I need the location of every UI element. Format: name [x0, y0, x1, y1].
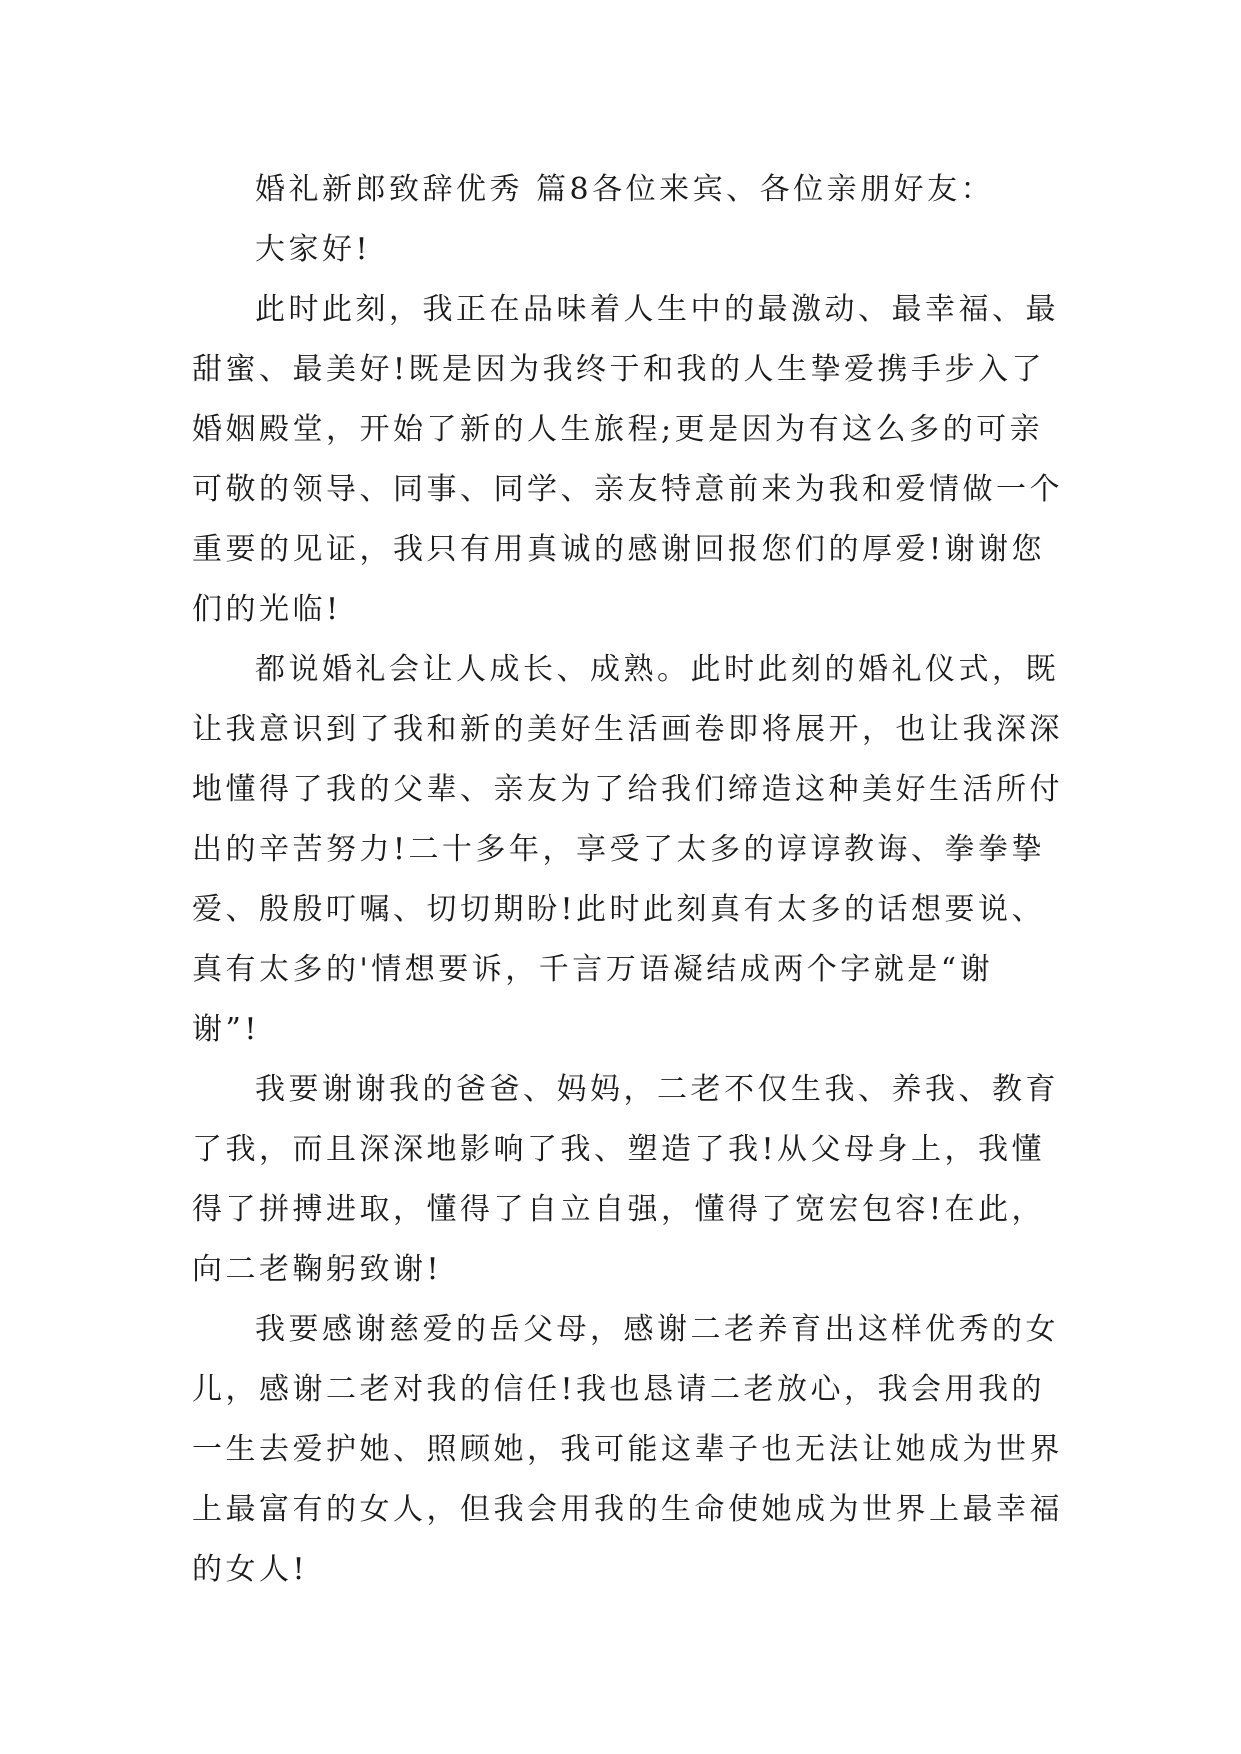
paragraph-line: 上最富有的女人，但我会用我的生命使她成为世界上最幸福 — [192, 1492, 1063, 1527]
paragraph-line: 我要谢谢我的爸爸、妈妈，二老不仅生我、养我、教育 — [255, 1072, 1059, 1107]
paragraph-line: 我要感谢慈爱的岳父母，感谢二老养育出这样优秀的女 — [255, 1312, 1059, 1347]
paragraph-line: 谢”! — [192, 1012, 260, 1047]
paragraph-line: 甜蜜、最美好!既是因为我终于和我的人生挚爱携手步入了 — [192, 352, 1046, 387]
paragraph-3 — [192, 1060, 1058, 1300]
paragraph-line: 可敬的领导、同事、同学、亲友特意前来为我和爱情做一个 — [192, 472, 1063, 507]
paragraph-2 — [192, 640, 1063, 1060]
paragraph-line: 让我意识到了我和新的美好生活画卷即将展开，也让我深深 — [192, 712, 1063, 747]
greeting-line: 大家好! — [255, 232, 372, 267]
paragraph-line: 们的光临! — [192, 592, 342, 627]
paragraph-line: 爱、殷殷叮嘱、切切期盼!此时此刻真有太多的话想要说、 — [192, 892, 1046, 927]
paragraph-1 — [192, 280, 1063, 640]
paragraph-line: 真有太多的'情想要诉，千言万语凝结成两个字就是“谢 — [192, 952, 994, 987]
paragraph-line: 重要的见证，我只有用真诚的感谢回报您们的厚爱!谢谢您 — [192, 532, 1046, 567]
paragraph-4 — [192, 1300, 1063, 1600]
paragraph-line: 地懂得了我的父辈、亲友为了给我们缔造这种美好生活所付 — [192, 772, 1063, 807]
paragraph-line: 儿，感谢二老对我的信任!我也恳请二老放心，我会用我的 — [192, 1372, 1046, 1407]
paragraph-line: 向二老鞠躬致谢! — [192, 1252, 443, 1287]
paragraph-line: 婚姻殿堂，开始了新的人生旅程;更是因为有这么多的可亲 — [192, 412, 1044, 447]
paragraph-line: 此时此刻，我正在品味着人生中的最激动、最幸福、最 — [255, 292, 1059, 327]
paragraph-line: 一生去爱护她、照顾她，我可能这辈子也无法让她成为世界 — [192, 1432, 1063, 1467]
document-page — [192, 160, 1063, 1600]
heading-line: 婚礼新郎致辞优秀 篇8各位来宾、各位亲朋好友： — [255, 172, 995, 207]
paragraph-line: 了我，而且深深地影响了我、塑造了我!从父母身上，我懂 — [192, 1132, 1046, 1167]
paragraph-line: 的女人! — [192, 1552, 309, 1587]
paragraph-line: 得了拼搏进取，懂得了自立自强，懂得了宽宏包容!在此， — [192, 1192, 1046, 1227]
paragraph-line: 出的辛苦努力!二十多年，享受了太多的谆谆教诲、拳拳挚 — [192, 832, 1046, 867]
paragraph-line: 都说婚礼会让人成长、成熟。此时此刻的婚礼仪式，既 — [255, 652, 1059, 687]
